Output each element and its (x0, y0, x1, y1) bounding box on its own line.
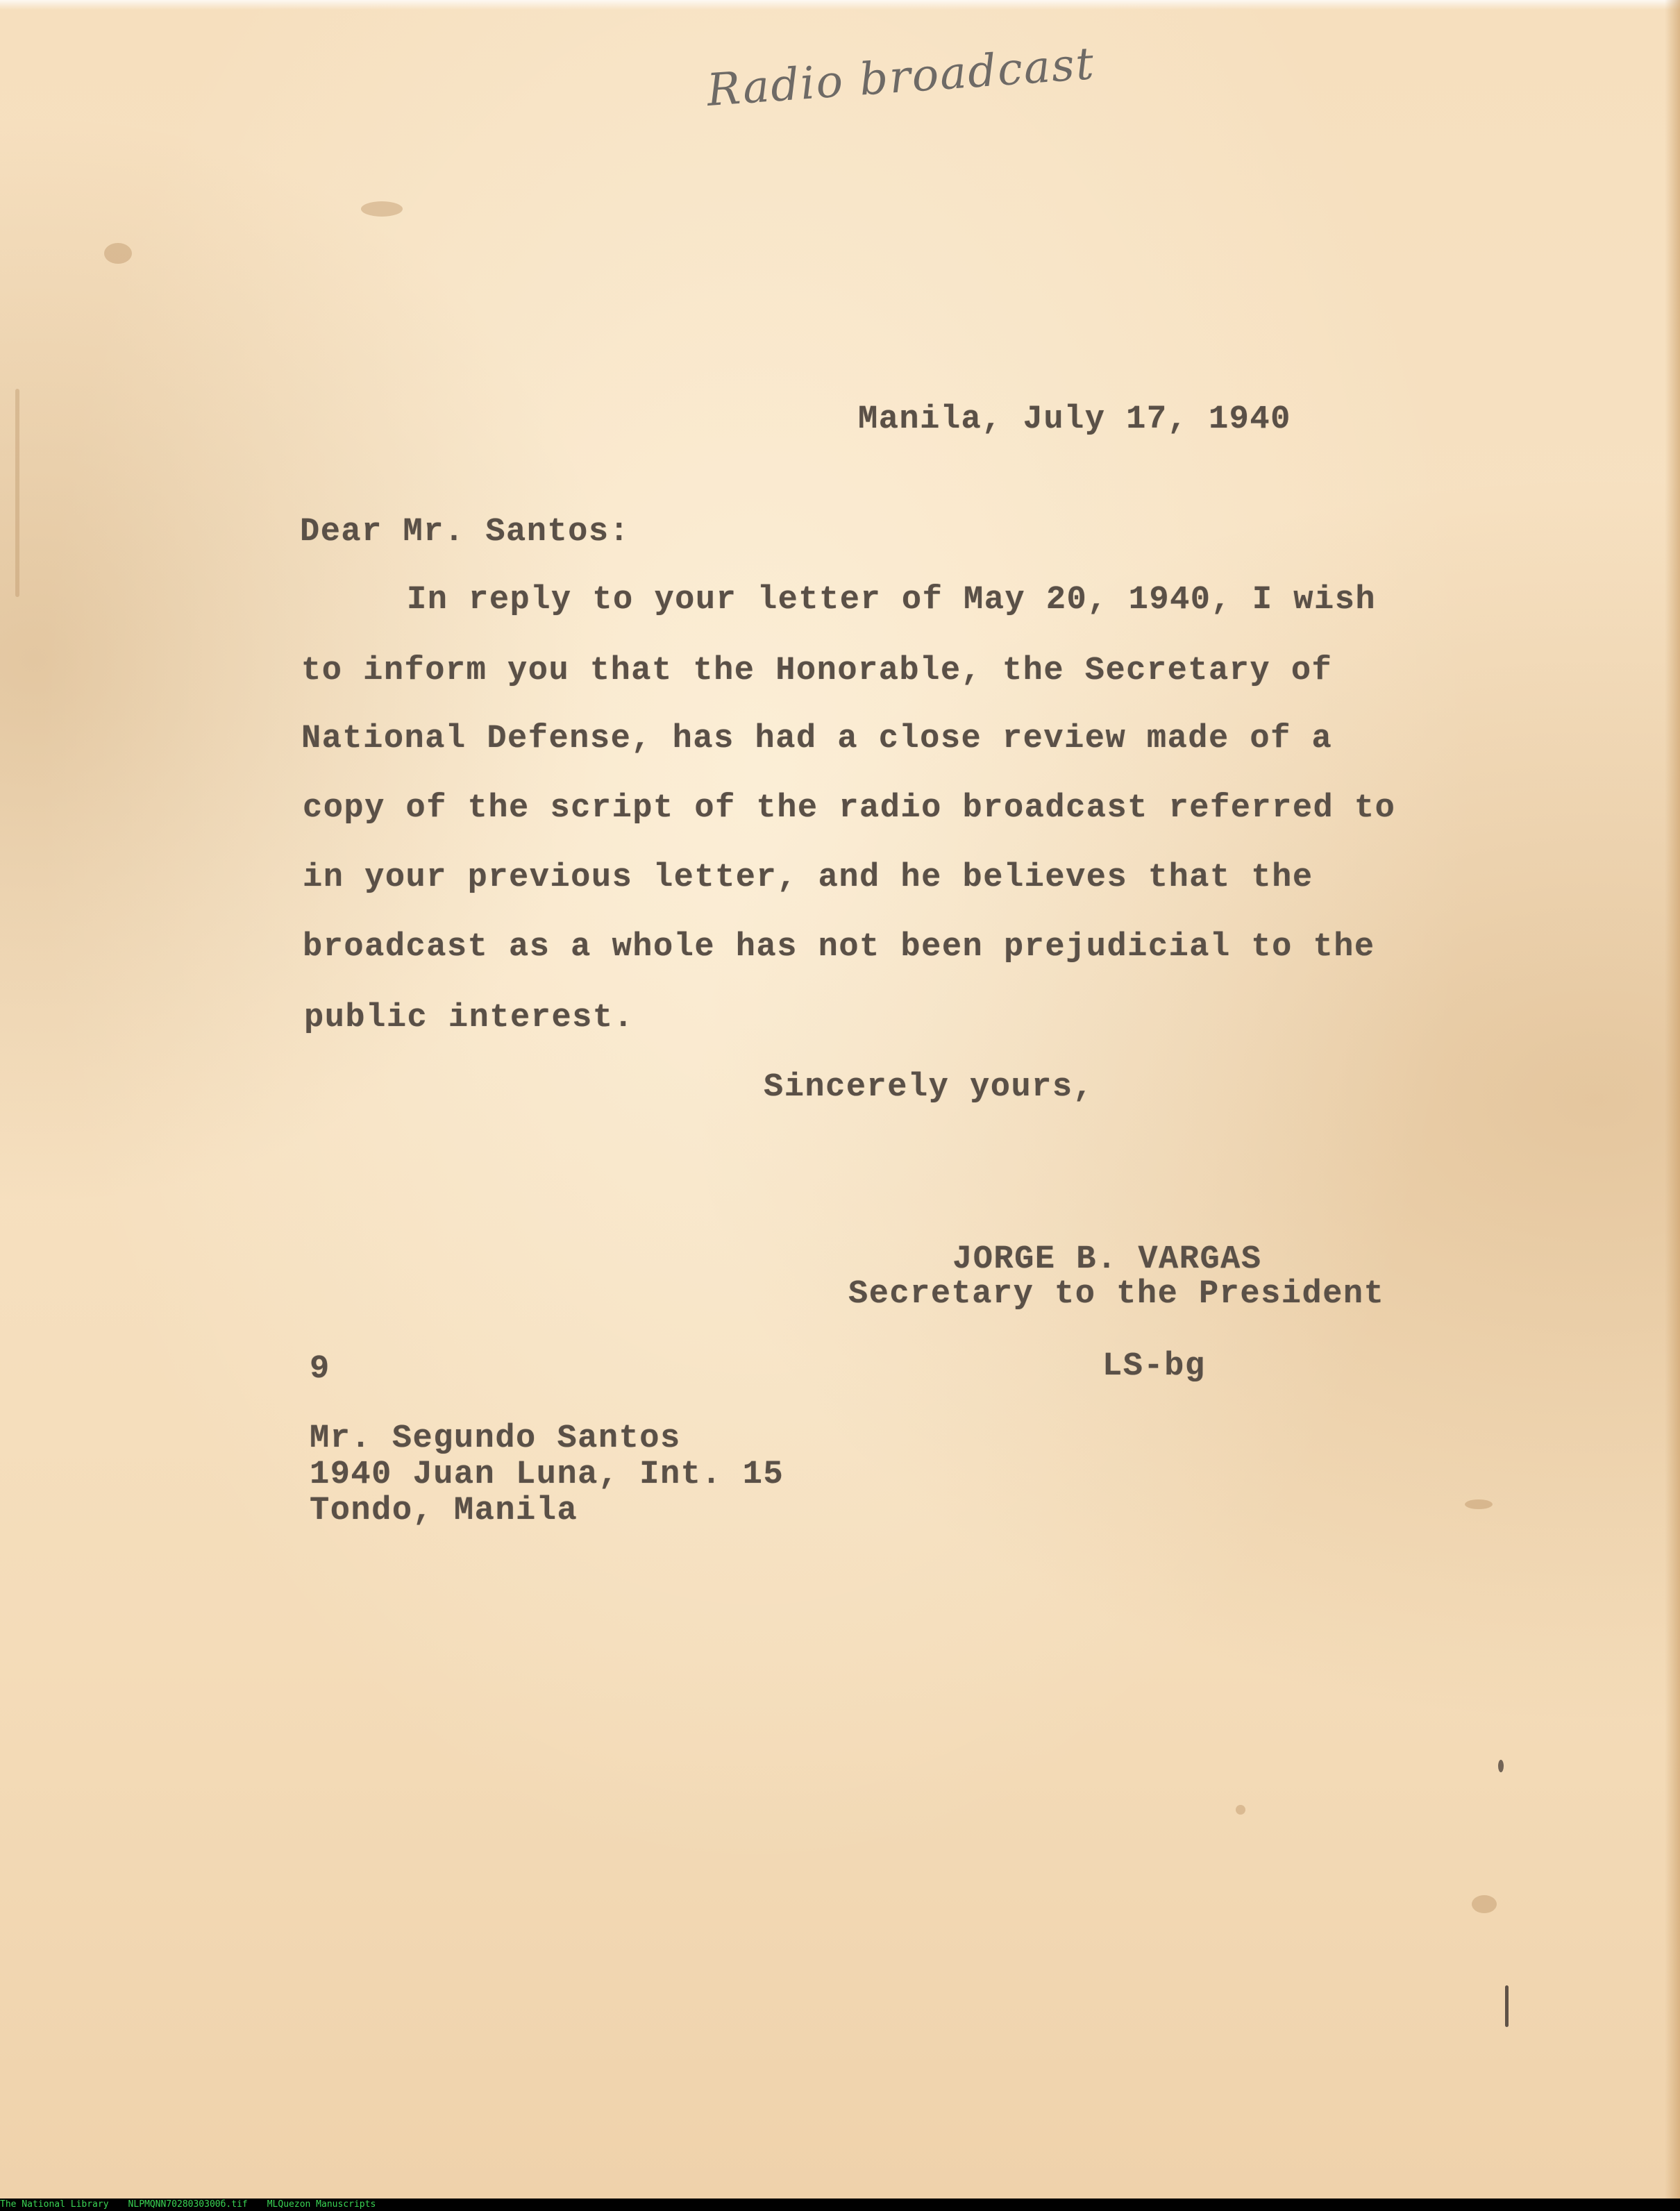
scan-footer (0, 2199, 1680, 2211)
paper-edge-right (1665, 0, 1680, 2199)
body-line: broadcast as a whole has not been prejudicial to the (303, 929, 1375, 966)
paper-stain (104, 243, 132, 264)
paper-edge-top (0, 0, 1680, 10)
body-line: National Defense, has had a close review made of a (301, 721, 1333, 757)
paper-mark (1505, 1985, 1509, 2027)
letter-date: Manila, July 17, 1940 (858, 401, 1291, 438)
paper-stain (1236, 1805, 1245, 1815)
body-line: public interest. (304, 1000, 635, 1036)
paper-mark (1498, 1760, 1504, 1772)
address-line: Tondo, Manila (310, 1493, 578, 1529)
paper-stain (1472, 1895, 1497, 1913)
body-line: In reply to your letter of May 20, 1940, I wish (407, 582, 1377, 619)
body-line: copy of the script of the radio broadcast referred to (303, 790, 1396, 827)
handwritten-note-text: Radio broadcast (705, 38, 1097, 117)
footer-collection: MLQuezon Manuscripts (267, 2199, 376, 2210)
body-line: in your previous letter, and he believes that the (303, 859, 1313, 896)
address-line: Mr. Segundo Santos (310, 1420, 681, 1457)
paper-stain (1465, 1499, 1493, 1509)
handwritten-note (705, 38, 1097, 132)
paper-crease (15, 389, 19, 597)
salutation: Dear Mr. Santos: (300, 514, 630, 550)
closing: Sincerely yours, (764, 1069, 1094, 1106)
file-number: 9 (310, 1351, 330, 1388)
paper-stain (361, 201, 403, 217)
typist-initials: LS-bg (1102, 1348, 1206, 1385)
footer-institution: The National Library (0, 2199, 109, 2210)
footer-file-name: NLPMQNN7028030300б.tif (128, 2199, 248, 2210)
address-line: 1940 Juan Luna, Int. 15 (310, 1456, 784, 1493)
signer-name: JORGE B. VARGAS (952, 1241, 1262, 1278)
signer-title: Secretary to the President (848, 1276, 1385, 1313)
body-line: to inform you that the Honorable, the Secretary of (301, 653, 1333, 689)
